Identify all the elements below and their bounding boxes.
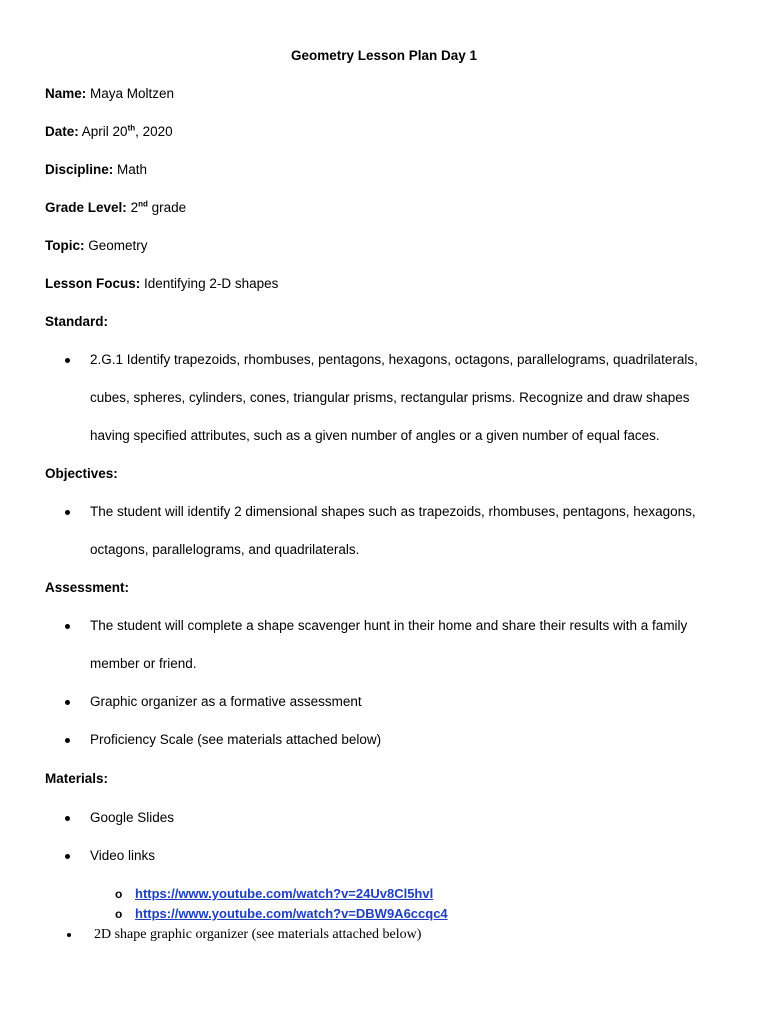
assessment-item-1: The student will complete a shape scavenger hunt in their home and share their results with a family [90,618,688,633]
grade-label: Grade Level: [45,200,127,215]
topic-field [45,238,148,253]
video-link-1[interactable]: https://www.youtube.com/watch?v=24Uv8Cl5hvl [135,886,434,901]
objective-line-2: octagons, parallelograms, and quadrilaterals. [90,542,360,557]
bullet-icon [65,510,70,515]
standard-heading [45,314,108,329]
bullet-icon [67,933,71,937]
date-suffix: th [127,123,136,133]
name-field [45,86,174,101]
materials-item-graphic-organizer: 2D shape graphic organizer (see materials attached below) [94,927,422,942]
lesson-focus-label: Lesson Focus: [45,276,141,291]
assessment-heading [45,580,129,595]
name-label: Name: [45,86,87,101]
date-label: Date: [45,124,79,139]
bullet-icon [65,854,70,859]
grade-suffix: nd [138,199,148,209]
objectives-label: Objectives: [45,466,118,481]
date-value-main: April 20 [81,124,128,139]
assessment-item-1-cont: member or friend. [90,656,197,671]
objective-line-1: The student will identify 2 dimensional shapes such as trapezoids, rhombuses, pentagons, hexagons, [90,504,696,519]
name-value: Maya Moltzen [90,86,175,101]
assessment-label: Assessment: [45,580,130,595]
materials-label: Materials: [45,771,109,786]
bullet-icon [65,700,70,705]
standard-label: Standard: [45,314,109,329]
assessment-item-3: Proficiency Scale (see materials attached below) [90,732,382,747]
sub-bullet-icon: o [115,907,123,921]
materials-item-google-slides: Google Slides [90,810,175,825]
grade-level-field [45,200,186,215]
date-value-year: , 2020 [135,124,173,139]
document-title: Geometry Lesson Plan Day 1 [290,48,478,63]
bullet-icon [65,358,70,363]
bullet-icon [65,624,70,629]
standard-line-2: cubes, spheres, cylinders, cones, triangular prisms, rectangular prisms. Recognize and draw shapes [90,390,690,405]
standard-line-1: 2.G.1 Identify trapezoids, rhombuses, pentagons, hexagons, octagons, parallelograms, quadrilaterals, [90,352,698,367]
assessment-item-2: Graphic organizer as a formative assessment [90,694,362,709]
lesson-focus-field [45,276,278,291]
bullet-icon [65,738,70,743]
materials-item-video-links: Video links [90,848,156,863]
objectives-heading [45,466,118,481]
topic-label: Topic: [45,238,85,253]
topic-value: Geometry [88,238,148,253]
materials-heading [45,771,108,786]
sub-bullet-icon: o [115,887,123,901]
lesson-focus-value: Identifying 2-D shapes [144,276,279,291]
grade-number: 2 [130,200,139,215]
discipline-label: Discipline: [45,162,114,177]
date-field [45,124,173,139]
bullet-icon [65,816,70,821]
grade-word: grade [151,200,187,215]
discipline-value: Math [117,162,148,177]
standard-line-3: having specified attributes, such as a given number of angles or a given number of equal faces. [90,428,660,443]
discipline-field [45,162,147,177]
video-link-2[interactable]: https://www.youtube.com/watch?v=DBW9A6ccqc4 [135,906,448,921]
